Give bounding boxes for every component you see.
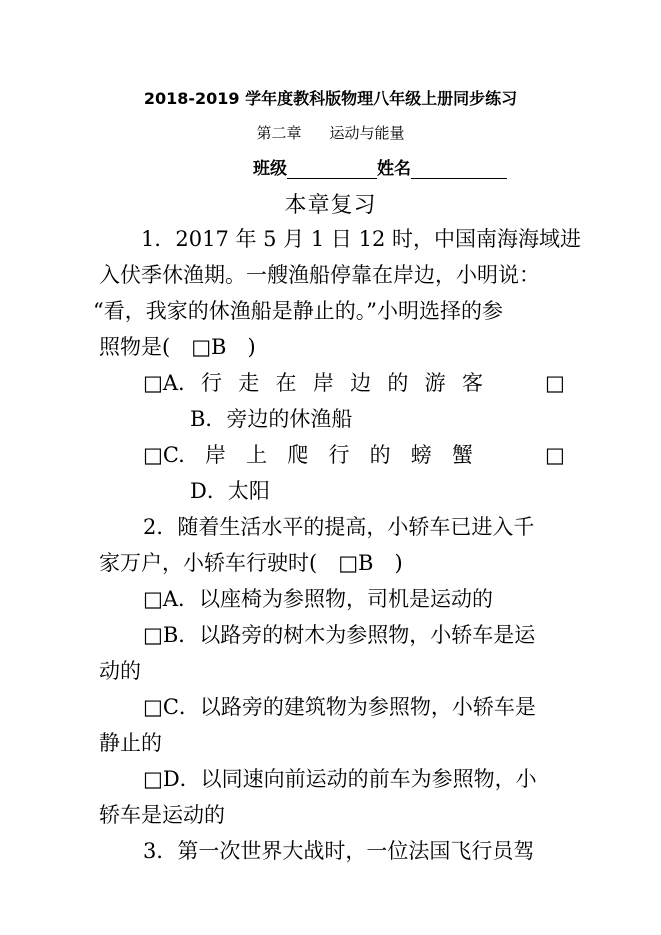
chapter-heading xyxy=(0,122,661,143)
student-info-fields xyxy=(253,154,507,179)
q1-line1: 1．2017 年 5 月 1 日 12 时，中国南海海域进 xyxy=(141,227,581,251)
q1-line2: 入伏季休渔期。一艘渔船停靠在岸边，小明说： xyxy=(99,263,540,287)
q2-option-b-line1: □B．以路旁的树木为参照物，小轿车是运 xyxy=(143,623,536,647)
name-blank xyxy=(411,159,507,179)
worksheet-title: 2018-2019 学年度教科版物理八年级上册同步练习 xyxy=(143,89,518,108)
q1-a-char: 岸 xyxy=(312,371,334,395)
class-label: 班级 xyxy=(253,159,287,179)
q2-line2: 家万户，小轿车行驶时( □B ) xyxy=(99,551,403,575)
q1-a-char: 客 xyxy=(461,371,483,395)
q1-line3: “看，我家的休渔船是静止的。”小明选择的参 xyxy=(93,299,503,323)
q1-option-a xyxy=(143,370,483,396)
q1-option-c xyxy=(143,442,473,468)
q1-a-char: 走 xyxy=(238,371,260,395)
section-title: 本章复习 xyxy=(284,193,377,218)
q3-line1: 3．第一次世界大战时，一位法国飞行员驾 xyxy=(143,839,535,863)
q1-option-d: D．太阳 xyxy=(190,479,270,503)
q2-option-d-line1: □D．以同速向前运动的前车为参照物，小 xyxy=(143,767,537,791)
q1-c-char: 行 xyxy=(328,443,350,467)
q2-line1: 2．随着生活水平的提高，小轿车已进入千 xyxy=(143,515,535,539)
q1-option-a-tail: □ xyxy=(545,371,565,395)
q1-a-char: 的 xyxy=(387,371,409,395)
q1-c-char: 爬 xyxy=(287,443,309,467)
q1-c-char: 的 xyxy=(369,443,391,467)
q1-a-char: 游 xyxy=(424,371,446,395)
q1-line4: 照物是( □B ) xyxy=(99,335,256,359)
q1-a-char: 边 xyxy=(350,371,372,395)
chapter-topic: 运动与能量 xyxy=(329,124,405,142)
q1-option-c-tail: □ xyxy=(545,443,565,467)
q1-c-char: □C. xyxy=(143,443,185,467)
q1-c-char: 上 xyxy=(246,443,268,467)
name-label: 姓名 xyxy=(377,159,411,179)
q1-option-b: B．旁边的休渔船 xyxy=(190,407,353,431)
q2-option-d-line2: 轿车是运动的 xyxy=(99,803,225,827)
q1-a-char: 行 xyxy=(200,371,222,395)
q1-a-char: □A. xyxy=(143,371,185,395)
q1-c-char: 蟹 xyxy=(451,443,473,467)
q2-option-c-line1: □C．以路旁的建筑物为参照物，小轿车是 xyxy=(143,695,536,719)
q1-a-char: 在 xyxy=(275,371,297,395)
q2-option-b-line2: 动的 xyxy=(99,659,141,683)
class-blank xyxy=(287,159,377,179)
q1-c-char: 岸 xyxy=(205,443,226,467)
q2-option-a: □A．以座椅为参照物，司机是运动的 xyxy=(143,587,494,611)
q1-c-char: 螃 xyxy=(410,443,432,467)
q2-option-c-line2: 静止的 xyxy=(99,731,162,755)
chapter-number: 第二章 xyxy=(256,124,302,142)
